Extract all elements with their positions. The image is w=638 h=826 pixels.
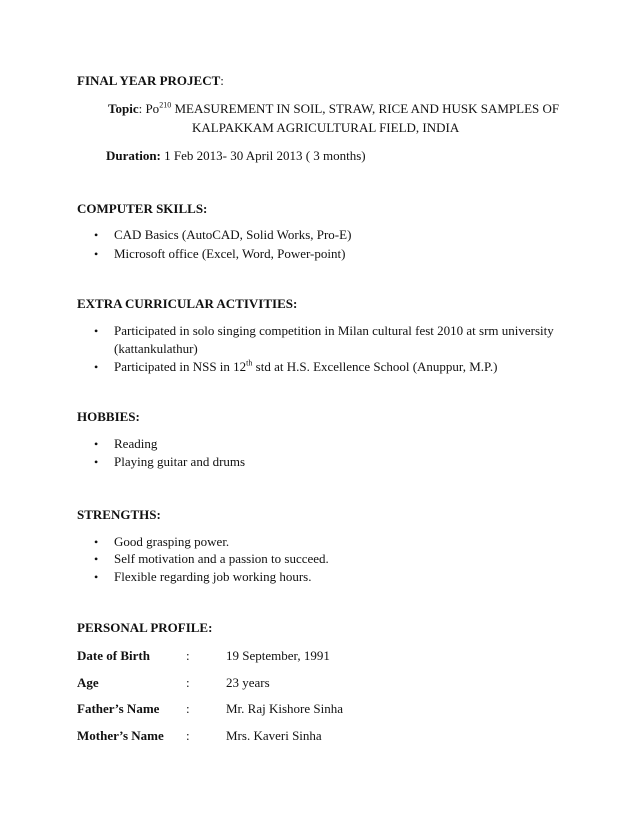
profile-label-father: Father’s Name [77,701,160,716]
profile-separator: : [186,728,190,743]
list-item: • Participated in solo singing competition in Milan cultural fest 2010 at srm university [94,323,554,338]
heading-colon: : [220,73,224,88]
bullet-icon: • [94,437,99,451]
list-item: • Flexible regarding job working hours. [94,569,312,584]
personal-profile-heading: PERSONAL PROFILE: [77,620,213,635]
profile-separator: : [186,648,190,663]
bullet-icon: • [94,360,99,374]
profile-separator: : [186,701,190,716]
topic-superscript: 210 [159,100,172,110]
list-item-continuation: (kattankulathur) [114,341,198,356]
topic-line-2: KALPAKKAM AGRICULTURAL FIELD, INDIA [192,120,460,135]
list-item: • Reading [94,436,158,451]
extra-curricular-heading: EXTRA CURRICULAR ACTIVITIES: [77,296,298,311]
profile-value-father: Mr. Raj Kishore Sinha [226,701,343,716]
computer-skills-heading: COMPUTER SKILLS: [77,201,208,216]
list-item: • Good grasping power. [94,534,230,549]
bullet-icon: • [94,535,99,549]
strengths-heading: STRENGTHS: [77,507,161,522]
bullet-icon: • [94,228,99,242]
final-year-project-heading: FINAL YEAR PROJECT: [77,73,224,88]
hobbies-heading: HOBBIES: [77,409,140,424]
bullet-icon: • [94,247,99,261]
profile-value-mother: Mrs. Kaveri Sinha [226,728,322,743]
bullet-icon: • [94,324,99,338]
profile-label-age: Age [77,675,99,690]
topic-label: Topic [108,101,139,116]
project-topic [108,101,559,117]
profile-separator: : [186,675,190,690]
topic-separator: : Po [138,101,160,116]
bullet-icon: • [94,455,99,469]
bullet-icon: • [94,570,99,584]
list-item: • Microsoft office (Excel, Word, Power-point) [94,246,346,261]
topic-line-1: MEASUREMENT IN SOIL, STRAW, RICE AND HUSK SAMPLES OF [174,101,560,116]
profile-value-dob: 19 September, 1991 [226,648,330,663]
bullet-icon: • [94,552,99,566]
profile-value-age: 23 years [226,675,270,690]
duration-value: 1 Feb 2013- 30 April 2013 ( 3 months) [164,148,366,163]
list-item: • Self motivation and a passion to succeed. [94,551,329,566]
profile-label-dob: Date of Birth [77,648,150,663]
list-item: • Participated in NSS in 12th std at H.S. Excellence School (Anuppur, M.P.) [94,358,498,374]
profile-label-mother: Mother’s Name [77,728,164,743]
project-duration [106,148,366,164]
list-item: • CAD Basics (AutoCAD, Solid Works, Pro-E) [94,227,352,242]
list-item: • Playing guitar and drums [94,454,246,469]
duration-label: Duration: [106,148,161,163]
